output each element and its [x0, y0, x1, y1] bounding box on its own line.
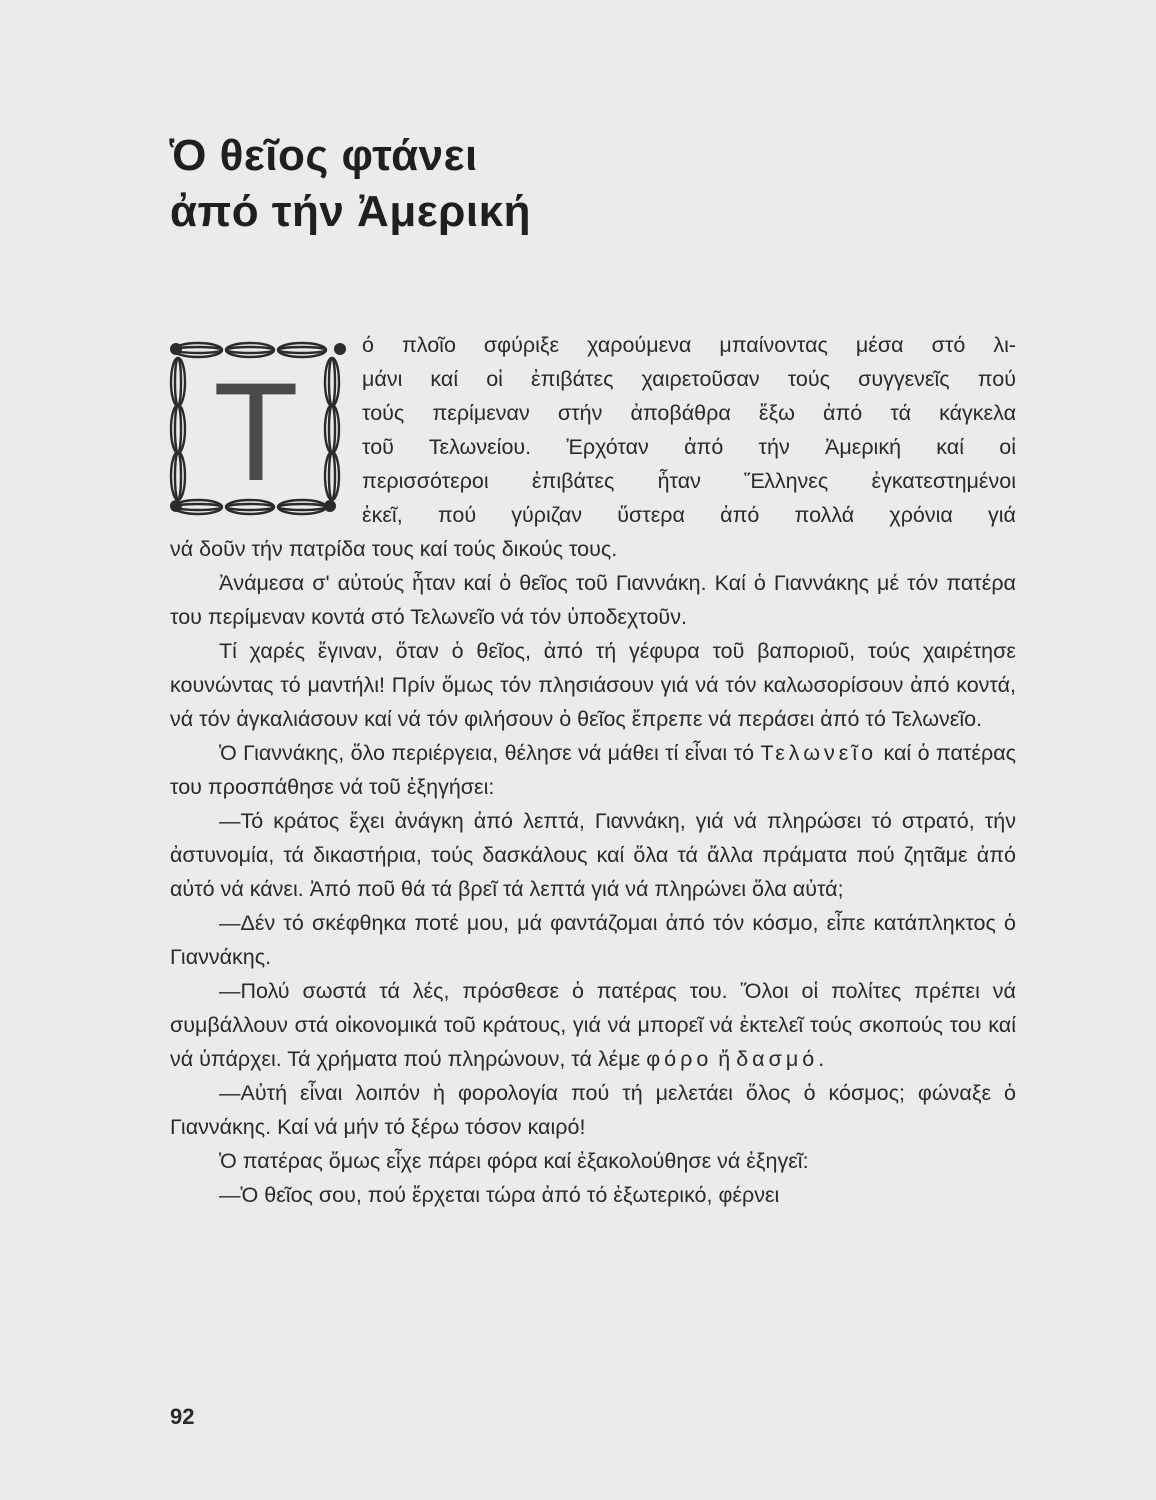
spaced-term-dasmos: δασμό. [736, 1047, 829, 1071]
opening-line-1: ό πλοῖο σφύριξε χαρούμενα μπαίνοντας μέσα στό λι- [362, 333, 1016, 357]
paragraph-4 [170, 736, 1016, 804]
paragraph-4-part-c: καί ὁ πατέρας του προσπάθησε νά τοῦ ἐξηγήσει: [170, 741, 1016, 799]
opening-line-3: τούς περίμεναν στήν ἀποβάθρα ἔξω ἀπό τά κάγκελα [362, 401, 1016, 425]
paragraph-7-conjunction: ἤ [718, 1047, 731, 1071]
opening-paragraph [170, 328, 1016, 566]
paragraph-4-part-a: Ὁ Γιαννάκης, ὅλο περιέργεια, θέλησε νά μάθει τί εἶναι τό [219, 741, 755, 765]
paragraph-5: —Τό κράτος ἔχει ἀνάγκη ἀπό λεπτά, Γιαννάκη, γιά νά πληρώσει τό στρατό, τήν ἀστυνομία, τά δικαστήρια, τούς δασκάλους καί ὅλα τά ἄλλα πράματα πού ζητᾶμε ἀπό αὐτό νά κάνει. Ἀπό ποῦ θά τά βρεῖ τά λεπτά γιά νά πληρώνει ὅλα αὐτά; [170, 809, 1016, 901]
paragraph-10: —Ὁ θεῖος σου, πού ἔρχεται τώρα ἀπό τό ἐξωτερικό, φέρνει [219, 1183, 780, 1207]
chapter-title [170, 128, 531, 240]
opening-line-5: περισσότεροι ἐπιβάτες ἦταν Ἕλληνες ἐγκατεστημένοι [362, 469, 1016, 493]
paragraph-7-part-a: —Πολύ σωστά τά λές, πρόσθεσε ὁ πατέρας του. Ὅλοι οἱ πολίτες πρέπει νά συμβάλλουν στά οἰκονομικά τοῦ κράτους, γιά νά μπορεῖ νά ἐκτελεῖ τούς σκοπούς του καί νά ὑπάρχει. Τά χρήματα πού πληρώνουν, τά λέμε [170, 979, 1016, 1071]
chapter-title-line-2: ἀπό τήν Ἀμερική [170, 187, 531, 236]
paragraph-8: —Αὐτή εἶναι λοιπόν ἡ φορολογία πού τή μελετάει ὅλος ὁ κόσμος; φώναξε ὁ Γιαννάκης. Καί νά μήν τό ξέρω τόσον καιρό! [170, 1081, 1016, 1139]
spaced-term-foros: φόρο [646, 1047, 713, 1071]
opening-line-7: νά δοῦν τήν πατρίδα τους καί τούς δικούς τους. [170, 537, 618, 561]
opening-line-2: μάνι καί οἱ ἐπιβάτες χαιρετοῦσαν τούς συγγενεῖς πού [362, 367, 1016, 391]
opening-line-6: ἐκεῖ, πού γύριζαν ὕστερα ἀπό πολλά χρόνια γιά [362, 503, 1016, 527]
spaced-term-telonio: Τελωνεῖο [760, 741, 878, 765]
chapter-title-line-1: Ὁ θεῖος φτάνει [170, 131, 478, 180]
paragraph-9: Ὁ πατέρας ὅμως εἶχε πάρει φόρα καί ἐξακολούθησε νά ἐξηγεῖ: [219, 1149, 809, 1173]
paragraph-7 [170, 974, 1016, 1076]
drop-cap-letter: Τ [213, 353, 299, 510]
paragraph-2: Ἀνάμεσα σ' αὐτούς ἦταν καί ὁ θεῖος τοῦ Γιαννάκη. Καί ὁ Γιαννάκης μέ τόν πατέρα του περίμεναν κοντά στό Τελωνεῖο νά τόν ὑποδεχτοῦν. [170, 571, 1016, 629]
paragraph-6: —Δέν τό σκέφθηκα ποτέ μου, μά φαντάζομαι ἀπό τόν κόσμο, εἶπε κατάπληκτος ὁ Γιαννάκης. [170, 911, 1016, 969]
opening-line-4: τοῦ Τελωνείου. Ἐρχόταν ἀπό τήν Ἀμερική καί οἱ [362, 435, 1016, 459]
paragraph-3: Τί χαρές ἔγιναν, ὅταν ὁ θεῖος, ἀπό τή γέφυρα τοῦ βαποριοῦ, τούς χαιρέτησε κουνώντας τό μαντήλι! Πρίν ὅμως τόν πλησιάσουν γιά νά τόν καλωσορίσουν ἀπό κοντά, νά τόν ἀγκαλιάσουν καί νά τόν φιλήσουν ὁ θεῖος ἔπρεπε νά περάσει ἀπό τό Τελωνεῖο. [170, 639, 1016, 731]
page-number: 92 [170, 1404, 195, 1429]
body-text [170, 566, 1016, 1212]
